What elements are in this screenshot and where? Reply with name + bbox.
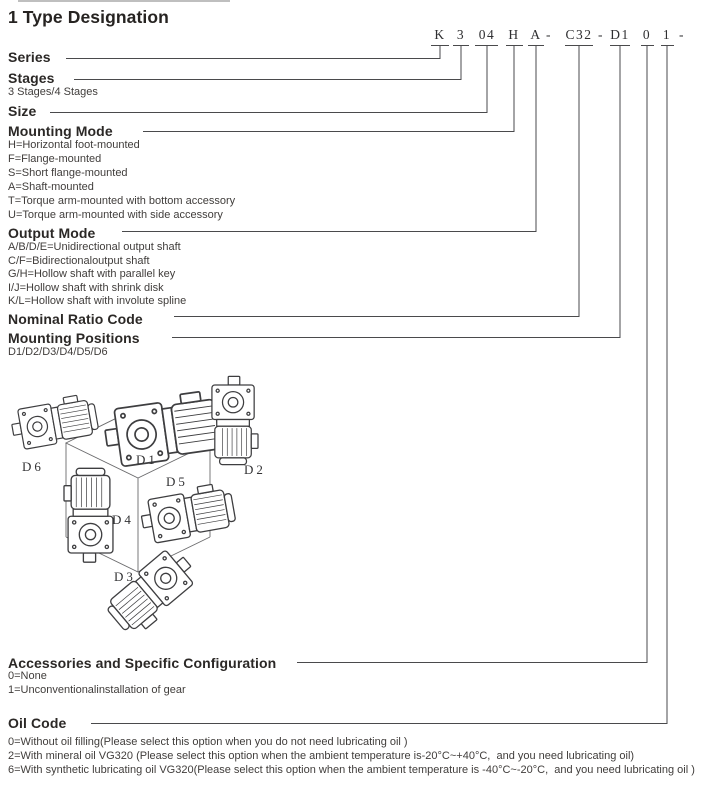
connector-mounting bbox=[143, 46, 514, 132]
output-mode-item: I/J=Hollow shaft with shrink disk bbox=[8, 281, 164, 294]
connector-stages bbox=[74, 46, 461, 80]
output-mode-item: G/H=Hollow shaft with parallel key bbox=[8, 268, 176, 281]
code-segment-series: K bbox=[434, 27, 446, 42]
heading-size: Size bbox=[8, 103, 37, 119]
oil-code-item: 0=Without oil filling(Please select this option when you do not need lubricating oil ) bbox=[8, 736, 408, 748]
code-separator-3: - bbox=[679, 27, 685, 42]
code-segment-stages: 3 bbox=[456, 27, 466, 42]
mounting-mode-item: U=Torque arm-mounted with side accessory bbox=[8, 208, 223, 221]
gear-motor-d4 bbox=[64, 468, 113, 562]
heading-stages: Stages bbox=[8, 70, 55, 86]
code-segment-output: A bbox=[530, 27, 542, 42]
mounting-mode-item: S=Short flange-mounted bbox=[8, 166, 128, 179]
gear-motor-d3 bbox=[102, 544, 203, 640]
page-title: 1 Type Designation bbox=[8, 7, 169, 27]
connector-series bbox=[66, 46, 440, 59]
position-label-d4: D4 bbox=[112, 512, 134, 527]
gear-motor-d1 bbox=[102, 389, 231, 469]
heading-oil-code: Oil Code bbox=[8, 715, 67, 731]
position-label-d2: D2 bbox=[244, 462, 266, 477]
heading-series: Series bbox=[8, 49, 51, 65]
accessories-item: 0=None bbox=[8, 670, 47, 682]
mounting-positions-illustration bbox=[0, 370, 340, 660]
gear-motor-d2 bbox=[212, 376, 258, 464]
output-mode-item: A/B/D/E=Unidirectional output shaft bbox=[8, 241, 181, 253]
mounting-mode-list bbox=[8, 139, 235, 222]
mounting-mode-item: T=Torque arm-mounted with bottom accessory bbox=[8, 194, 236, 207]
clipped-previous-line bbox=[18, 0, 230, 2]
heading-mounting-positions: Mounting Positions bbox=[8, 330, 140, 346]
code-segment-oil: 1 bbox=[662, 27, 672, 42]
type-code-row bbox=[0, 27, 701, 43]
position-label-d1: D1 bbox=[136, 452, 158, 467]
code-segment-mounting: H bbox=[508, 27, 520, 42]
code-segment-position: D1 bbox=[610, 27, 630, 42]
oil-code-item: 6=With synthetic lubricating oil VG320(Please select this option when the ambient temperature is -40°C~-20°C, and you need lubricating oil ) bbox=[8, 763, 695, 776]
heading-accessories: Accessories and Specific Configuration bbox=[8, 655, 277, 671]
mounting-mode-item: A=Shaft-mounted bbox=[8, 180, 94, 193]
code-segment-size: 04 bbox=[478, 27, 496, 42]
output-mode-item: C/F=Bidirectionaloutput shaft bbox=[8, 254, 150, 267]
connector-size bbox=[50, 46, 487, 113]
code-segment-accessories: 0 bbox=[642, 27, 652, 42]
accessories-list bbox=[8, 670, 186, 697]
oil-code-list bbox=[8, 736, 698, 777]
code-separator-2: - bbox=[598, 27, 604, 42]
position-label-d3: D3 bbox=[114, 569, 136, 584]
heading-mounting-mode: Mounting Mode bbox=[8, 123, 113, 139]
mounting-mode-item: H=Horizontal foot-mounted bbox=[8, 139, 140, 151]
heading-output-mode: Output Mode bbox=[8, 225, 96, 241]
accessories-item: 1=Unconventionalinstallation of gear bbox=[8, 683, 186, 696]
output-mode-list bbox=[8, 241, 186, 309]
stages-values: 3 Stages/4 Stages bbox=[8, 86, 98, 98]
output-mode-item: K/L=Hollow shaft with involute spline bbox=[8, 295, 187, 308]
mounting-mode-item: F=Flange-mounted bbox=[8, 152, 102, 165]
mounting-positions-values: D1/D2/D3/D4/D5/D6 bbox=[8, 346, 108, 358]
position-label-d5: D5 bbox=[166, 474, 188, 489]
connector-accessories bbox=[297, 46, 647, 663]
code-separator-1: - bbox=[546, 27, 552, 42]
position-label-d6: D6 bbox=[22, 459, 44, 474]
code-segment-ratio: C32 bbox=[565, 27, 593, 42]
heading-nominal-ratio-code: Nominal Ratio Code bbox=[8, 311, 143, 327]
oil-code-item: 2=With mineral oil VG320 (Please select this option when the ambient temperature is-20°C~+40°C, and you need lubricating oil) bbox=[8, 749, 635, 762]
gear-motor-d5 bbox=[138, 481, 237, 544]
gear-motor-d6 bbox=[9, 393, 100, 451]
connector-positions bbox=[172, 46, 620, 338]
